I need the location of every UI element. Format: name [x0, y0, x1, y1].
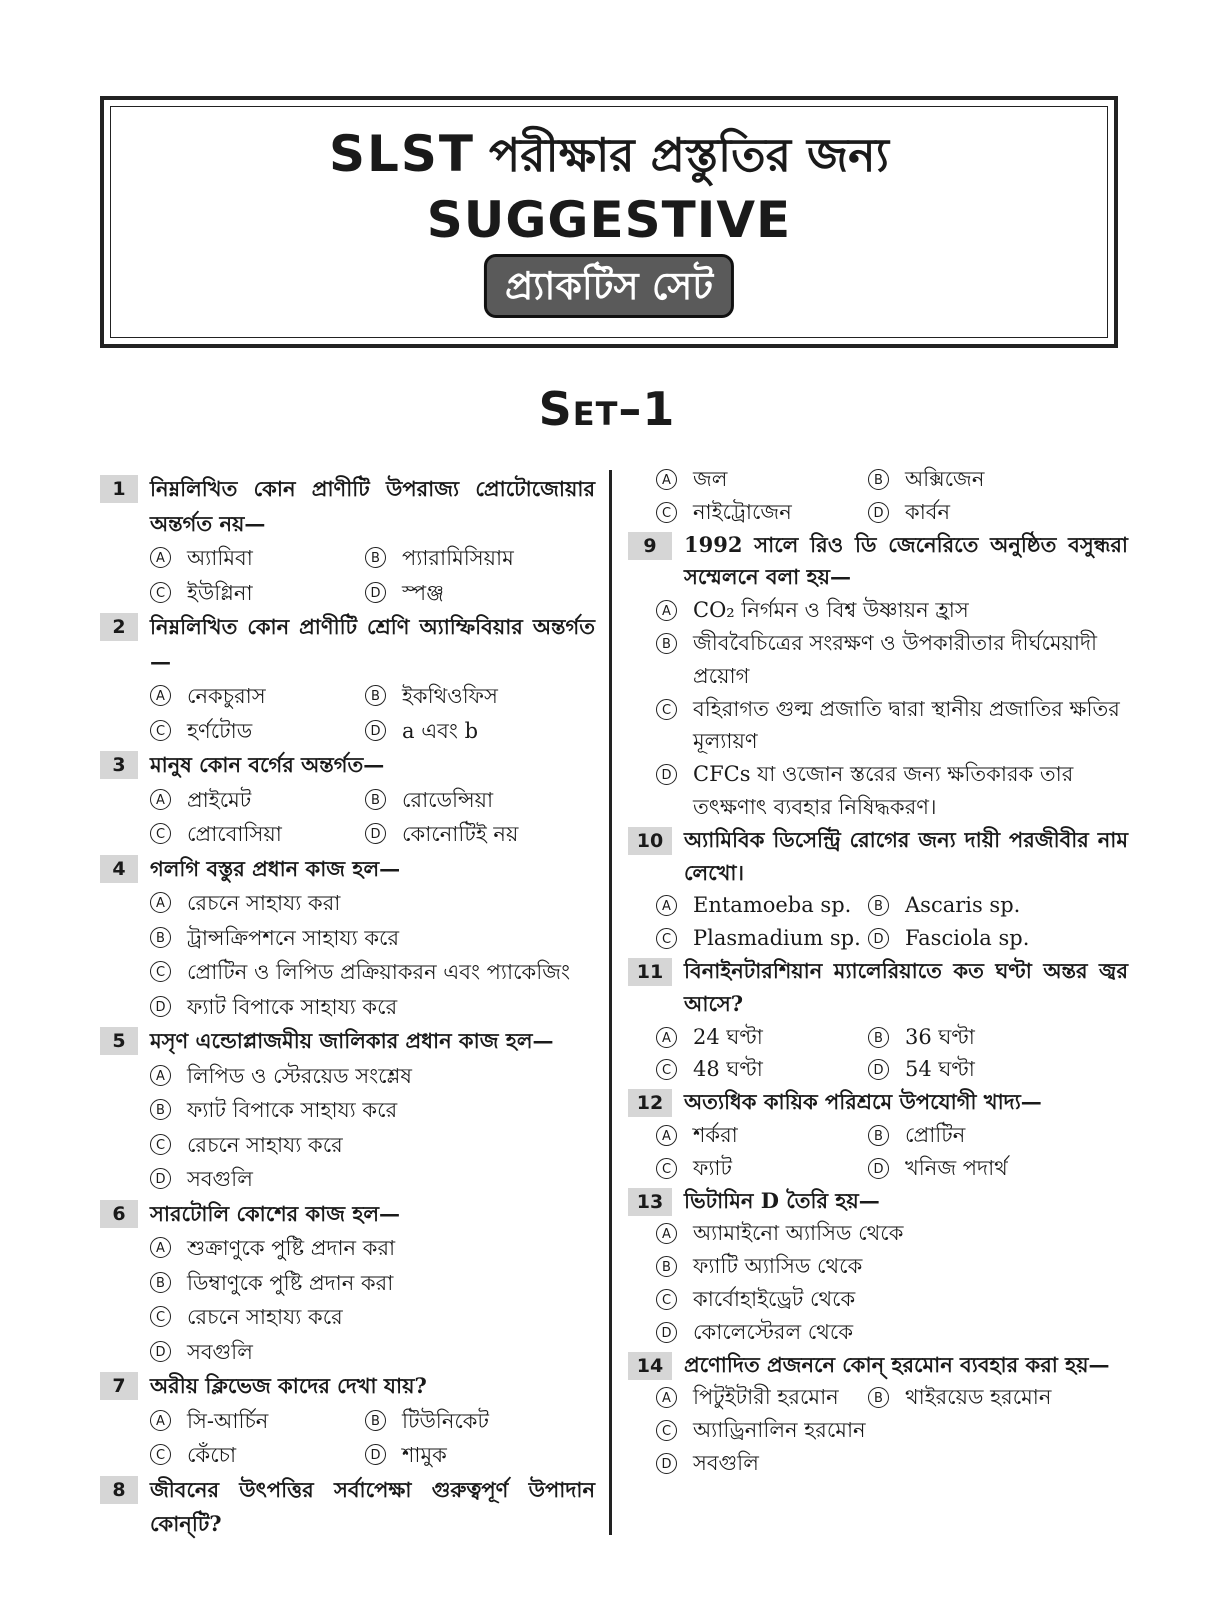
banner-title-latin: SLST	[329, 125, 475, 183]
option-text: ফ্যাটি অ্যাসিড থেকে	[693, 1254, 863, 1279]
question-item	[100, 748, 595, 852]
option-circle-a-icon: A	[656, 1387, 677, 1408]
option-text: শুক্রাণুকে পুষ্টি প্রদান করা	[187, 1236, 396, 1260]
question-line	[100, 852, 595, 887]
option-text: প্রোটিন	[905, 1122, 966, 1147]
question-text: মসৃণ এন্ডোপ্লাজমীয় জালিকার প্রধান কাজ হল—	[150, 1028, 554, 1053]
answer-option	[868, 922, 1128, 955]
option-circle-b-icon: B	[365, 789, 386, 810]
question-number-badge: 11	[628, 958, 672, 986]
option-circle-b-icon: B	[150, 927, 171, 948]
question-text: গলগি বস্তুর প্রধান কাজ হল—	[150, 855, 401, 881]
option-circle-a-icon: A	[150, 1065, 171, 1086]
option-circle-a-icon: A	[150, 685, 171, 706]
question-text: অরীয় ক্লিভেজ কাদের দেখা যায়?	[150, 1373, 427, 1398]
option-text: রেচনে সাহায্য করে	[187, 1132, 343, 1157]
option-text: টিউনিকেট	[402, 1408, 489, 1433]
answer-option	[656, 1119, 868, 1152]
option-circle-b-icon: B	[150, 1272, 171, 1293]
option-text: স্পঞ্জ	[402, 580, 445, 605]
option-circle-c-icon: C	[656, 699, 677, 720]
option-text: অক্সিজেন	[905, 467, 985, 491]
option-text: সবগুলি	[187, 1339, 253, 1364]
option-circle-b-icon: B	[365, 547, 386, 568]
option-text: লিপিড ও স্টেরয়েড সংশ্লেষ	[187, 1063, 412, 1088]
option-text: থাইরয়েড হরমোন	[905, 1385, 1052, 1410]
option-circle-d-icon: D	[868, 1158, 889, 1179]
answer-option	[656, 496, 868, 529]
option-circle-b-icon: B	[365, 685, 386, 706]
option-circle-c-icon: C	[150, 1444, 171, 1465]
question-text: সারটোলি কোশের কাজ হল—	[150, 1200, 401, 1226]
question-line	[100, 472, 595, 541]
answer-option	[365, 541, 595, 576]
answer-option	[150, 576, 365, 611]
answer-option	[365, 714, 595, 749]
option-circle-b-icon: B	[150, 1099, 171, 1120]
answer-option	[868, 496, 1128, 529]
option-text: কার্বন	[905, 499, 951, 524]
answer-option	[365, 1438, 595, 1473]
option-circle-a-icon: A	[150, 892, 171, 913]
answer-option	[868, 1152, 1128, 1185]
answer-option	[150, 1162, 595, 1197]
option-circle-d-icon: D	[868, 502, 889, 523]
option-text: কার্বোহাইড্রেট থেকে	[693, 1286, 856, 1311]
banner-title-bengali: পরীক্ষার প্রস্তুতির জন্য	[489, 128, 889, 182]
option-text: শামুক	[402, 1443, 447, 1467]
option-circle-d-icon: D	[868, 928, 889, 949]
question-item	[628, 463, 1128, 529]
option-text: কোনোটিই নয়	[402, 822, 519, 846]
options-grid	[100, 541, 595, 610]
question-line	[628, 824, 1128, 890]
answer-option	[150, 1093, 595, 1128]
question-item	[628, 1086, 1128, 1184]
option-text: শর্করা	[693, 1122, 738, 1147]
option-circle-c-icon: C	[656, 928, 677, 949]
answer-option	[656, 758, 1128, 824]
answer-option	[150, 1059, 595, 1094]
answer-option	[365, 576, 595, 611]
question-number-badge: 7	[100, 1372, 138, 1400]
option-text: অ্যামাইনো অ্যাসিড থেকে	[693, 1221, 904, 1246]
question-text: অ্যামিবিক ডিসেন্ট্রি রোগের জন্য দায়ী পরজীবীর নাম লেখো।	[684, 826, 1128, 885]
question-item	[628, 1185, 1128, 1349]
option-text: Plasmadium sp.	[693, 926, 861, 951]
options-list	[100, 1231, 595, 1369]
question-line	[100, 748, 595, 783]
option-circle-c-icon: C	[656, 1420, 677, 1441]
option-circle-a-icon: A	[656, 469, 677, 490]
option-text: রেচনে সাহায্য করা	[187, 891, 341, 915]
question-line	[628, 1086, 1128, 1119]
option-text: সি-আর্চিন	[187, 1408, 269, 1433]
answer-option	[656, 594, 1128, 627]
answer-option	[150, 886, 595, 921]
option-text: Fasciola sp.	[905, 926, 1030, 951]
question-item	[100, 1024, 595, 1197]
answer-option	[656, 1217, 1128, 1250]
question-text: বিনাইনটারশিয়ান ম্যালেরিয়াতে কত ঘণ্টা অন্তর জ্বর আসে?	[684, 957, 1128, 1016]
options-grid	[628, 463, 1128, 529]
option-text: ট্রান্সক্রিপশনে সাহায্য করে	[187, 925, 400, 950]
options-grid	[628, 1381, 1128, 1414]
question-item	[628, 955, 1128, 1086]
option-circle-c-icon: C	[150, 1306, 171, 1327]
option-circle-b-icon: B	[868, 1387, 889, 1408]
answer-option	[656, 1021, 868, 1054]
question-number-badge: 3	[100, 751, 138, 779]
answer-option	[656, 1447, 1128, 1480]
question-number-badge: 13	[628, 1188, 672, 1216]
banner-subtitle: SUGGESTIVE	[426, 191, 792, 249]
option-text: ফ্যাট	[693, 1155, 732, 1180]
option-circle-b-icon: B	[365, 1410, 386, 1431]
option-circle-d-icon: D	[150, 1341, 171, 1362]
question-text: নিম্নলিখিত কোন প্রাণীটি উপরাজ্য প্রোটোজোয়ার অন্তর্গত নয়—	[150, 476, 595, 536]
option-circle-d-icon: D	[365, 1444, 386, 1465]
question-line	[628, 955, 1128, 1021]
answer-option	[868, 889, 1128, 922]
option-circle-d-icon: D	[150, 996, 171, 1017]
title-banner	[100, 96, 1118, 348]
answer-option	[150, 1128, 595, 1163]
option-circle-c-icon: C	[150, 720, 171, 741]
option-text: 36 ঘণ্টা	[905, 1024, 975, 1049]
option-circle-a-icon: A	[656, 895, 677, 916]
option-text: Ascaris sp.	[905, 893, 1021, 918]
answer-option	[150, 1300, 595, 1335]
option-text: Entamoeba sp.	[693, 893, 852, 918]
options-grid	[100, 783, 595, 852]
option-text: জীববৈচিত্রের সংরক্ষণ ও উপকারীতার দীর্ঘমেয়াদী প্রয়োগ	[693, 630, 1098, 688]
option-circle-c-icon: C	[150, 823, 171, 844]
question-item	[628, 1349, 1128, 1480]
answer-option	[150, 1335, 595, 1370]
question-line	[628, 1185, 1128, 1218]
option-circle-c-icon: C	[656, 502, 677, 523]
options-list	[100, 1059, 595, 1197]
option-circle-a-icon: A	[656, 1125, 677, 1146]
option-circle-a-icon: A	[150, 547, 171, 568]
answer-option	[656, 1381, 868, 1414]
question-number-badge: 12	[628, 1089, 672, 1117]
option-text: নেকচুরাস	[187, 684, 266, 708]
answer-option	[150, 1438, 365, 1473]
question-number-badge: 8	[100, 1476, 138, 1504]
banner-title	[104, 124, 1114, 185]
answer-option	[656, 1283, 1128, 1316]
options-list	[628, 1217, 1128, 1348]
question-number-badge: 2	[100, 613, 138, 641]
question-text: অত্যধিক কায়িক পরিশ্রমে উপযোগী খাদ্য—	[684, 1089, 1042, 1115]
answer-option	[656, 889, 868, 922]
column-divider	[609, 470, 612, 1535]
answer-option	[150, 1266, 595, 1301]
question-number-badge: 6	[100, 1200, 138, 1228]
answer-option	[656, 1414, 1128, 1447]
option-circle-a-icon: A	[656, 1223, 677, 1244]
question-number-badge: 5	[100, 1027, 138, 1055]
option-circle-a-icon: A	[656, 1027, 677, 1048]
answer-option	[150, 679, 365, 714]
options-list	[100, 886, 595, 1024]
option-circle-d-icon: D	[868, 1059, 889, 1080]
option-text: 24 ঘণ্টা	[693, 1024, 763, 1049]
answer-option	[150, 817, 365, 852]
option-text: রোডেন্সিয়া	[402, 787, 494, 812]
question-text: ভিটামিন D তৈরি হয়—	[684, 1187, 880, 1213]
answer-option	[150, 783, 365, 818]
options-grid	[100, 679, 595, 748]
question-text: নিম্নলিখিত কোন প্রাণীটি শ্রেণি অ্যাম্ফিবিয়ার অন্তর্গত—	[150, 614, 595, 674]
options-grid	[628, 889, 1128, 955]
option-text: জল	[693, 467, 728, 491]
option-circle-b-icon: B	[868, 1027, 889, 1048]
right-column	[628, 463, 1128, 1480]
option-text: নাইট্রোজেন	[693, 499, 792, 524]
question-item	[100, 472, 595, 610]
option-text: প্রোবোসিয়া	[187, 822, 282, 846]
option-circle-c-icon: C	[150, 961, 171, 982]
option-text: ফ্যাট বিপাকে সাহায্য করে	[187, 994, 398, 1019]
answer-option	[656, 1152, 868, 1185]
set-title: Set–1	[538, 382, 676, 436]
answer-option	[150, 1404, 365, 1439]
option-circle-a-icon: A	[150, 789, 171, 810]
answer-option	[868, 1119, 1128, 1152]
option-circle-a-icon: A	[150, 1237, 171, 1258]
question-line	[628, 529, 1128, 595]
option-text: ইকথিওফিস	[402, 684, 498, 708]
option-circle-c-icon: C	[656, 1059, 677, 1080]
answer-option	[150, 1231, 595, 1266]
option-circle-b-icon: B	[868, 895, 889, 916]
answer-option	[656, 922, 868, 955]
option-text: খনিজ পদার্থ	[905, 1155, 1008, 1180]
question-item	[100, 610, 595, 748]
answer-option	[150, 921, 595, 956]
option-circle-d-icon: D	[365, 582, 386, 603]
option-text: CO₂ নির্গমন ও বিশ্ব উষ্ণায়ন হ্রাস	[693, 598, 969, 623]
question-line	[100, 1197, 595, 1232]
option-text: কোলেস্টেরল থেকে	[693, 1319, 854, 1344]
question-item	[100, 1473, 595, 1542]
question-number-badge: 10	[628, 827, 672, 855]
answer-option	[150, 541, 365, 576]
option-text: ডিম্বাণুকে পুষ্টি প্রদান করা	[187, 1270, 394, 1295]
option-circle-c-icon: C	[656, 1158, 677, 1179]
option-text: সবগুলি	[693, 1450, 759, 1475]
question-number-badge: 4	[100, 855, 138, 883]
answer-option	[656, 1053, 868, 1086]
answer-option	[150, 955, 595, 990]
question-number-badge: 1	[100, 475, 138, 503]
answer-option	[150, 714, 365, 749]
answer-option	[656, 463, 868, 496]
answer-option	[365, 817, 595, 852]
option-circle-d-icon: D	[656, 1322, 677, 1343]
options-grid	[628, 1021, 1128, 1087]
question-item	[628, 824, 1128, 955]
option-text: ফ্যাট বিপাকে সাহায্য করে	[187, 1098, 398, 1122]
option-circle-d-icon: D	[150, 1168, 171, 1189]
option-circle-a-icon: A	[656, 600, 677, 621]
answer-option	[365, 679, 595, 714]
answer-option	[656, 1250, 1128, 1283]
question-line	[628, 1349, 1128, 1382]
question-text: জীবনের উৎপত্তির সর্বাপেক্ষা গুরুত্বপূর্ণ উপাদান কোন্‌টি?	[150, 1476, 595, 1536]
option-text: কেঁচো	[187, 1443, 237, 1467]
answer-option	[656, 627, 1128, 693]
question-item	[628, 529, 1128, 824]
option-text: প্যারামিসিয়াম	[402, 546, 514, 570]
answer-option	[868, 1021, 1128, 1054]
option-text: সবগুলি	[187, 1167, 253, 1191]
question-text: মানুষ কোন বর্গের অন্তর্গত—	[150, 752, 385, 777]
answer-option	[365, 1404, 595, 1439]
option-text: রেচনে সাহায্য করে	[187, 1305, 343, 1329]
practice-set-badge: প্র্যাকটিস সেট	[484, 254, 734, 318]
question-line	[100, 610, 595, 679]
option-circle-b-icon: B	[656, 1256, 677, 1277]
option-circle-d-icon: D	[656, 1453, 677, 1474]
option-circle-c-icon: C	[150, 582, 171, 603]
question-number-badge: 9	[628, 532, 672, 560]
option-circle-a-icon: A	[150, 1410, 171, 1431]
option-circle-b-icon: B	[868, 1125, 889, 1146]
answer-option	[868, 463, 1128, 496]
left-column	[100, 472, 595, 1542]
question-line	[100, 1024, 595, 1059]
answer-option	[656, 1316, 1128, 1349]
question-number-badge: 14	[628, 1352, 672, 1380]
option-circle-d-icon: D	[365, 720, 386, 741]
question-item	[100, 852, 595, 1025]
options-grid	[628, 1119, 1128, 1185]
option-circle-b-icon: B	[868, 469, 889, 490]
question-item	[100, 1369, 595, 1473]
option-circle-b-icon: B	[656, 633, 677, 654]
answer-option	[150, 990, 595, 1025]
option-text: প্রোটিন ও লিপিড প্রক্রিয়াকরন এবং প্যাকেজিং	[187, 960, 571, 984]
answer-option	[656, 693, 1128, 759]
answer-option	[868, 1053, 1128, 1086]
option-text: 54 ঘণ্টা	[905, 1057, 975, 1082]
option-text: হর্ণটোড	[187, 718, 253, 743]
option-circle-d-icon: D	[656, 764, 677, 785]
option-text: প্রাইমেট	[187, 787, 252, 812]
option-text: ইউগ্লিনা	[187, 580, 253, 605]
option-text: CFCs যা ওজোন স্তরের জন্য ক্ষতিকারক তার তৎক্ষণাৎ ব্যবহার নিষিদ্ধকরণ।	[693, 762, 1074, 819]
answer-option	[868, 1381, 1128, 1414]
option-text: a এবং b	[402, 718, 479, 743]
option-circle-d-icon: D	[365, 823, 386, 844]
options-list	[628, 594, 1128, 824]
option-text: অ্যামিবা	[187, 546, 253, 570]
options-grid	[100, 1404, 595, 1473]
option-circle-c-icon: C	[150, 1134, 171, 1155]
option-text: 48 ঘণ্টা	[693, 1057, 763, 1082]
options-list	[628, 1414, 1128, 1480]
question-line	[100, 1369, 595, 1404]
answer-option	[365, 783, 595, 818]
option-circle-c-icon: C	[656, 1289, 677, 1310]
question-text: 1992 সালে রিও ডি জেনেরিতে অনুষ্ঠিত বসুন্ধরা সম্মেলনে বলা হয়—	[684, 531, 1128, 590]
question-item	[100, 1197, 595, 1370]
question-text: প্রণোদিত প্রজননে কোন্‌ হরমোন ব্যবহার করা হয়—	[684, 1351, 1110, 1377]
option-text: অ্যাড্রিনালিন হরমোন	[693, 1418, 866, 1443]
question-line	[100, 1473, 595, 1542]
option-text: পিটুইটারী হরমোন	[693, 1385, 839, 1410]
option-text: বহিরাগত গুল্ম প্রজাতি দ্বারা স্থানীয় প্রজাতির ক্ষতির মূল্যায়ণ	[693, 696, 1120, 754]
